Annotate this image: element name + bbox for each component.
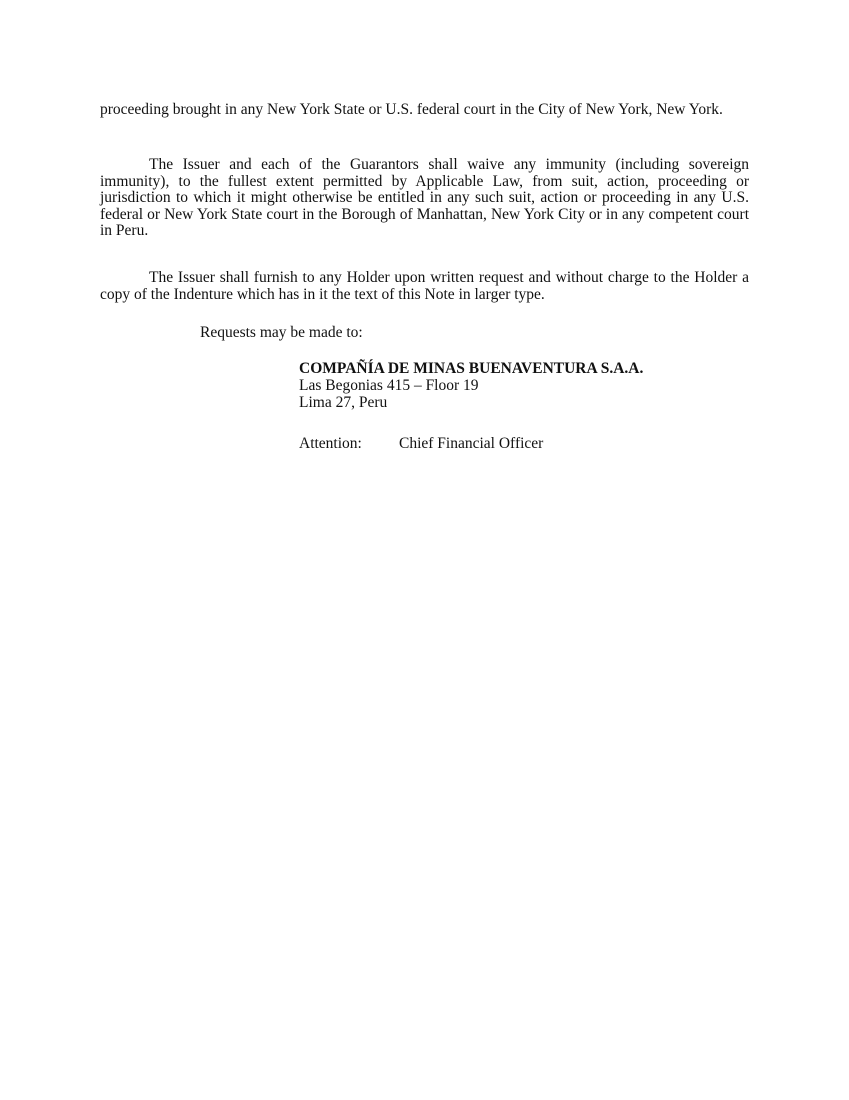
attention-value: Chief Financial Officer [399,435,544,452]
paragraph-indenture-copy: The Issuer shall furnish to any Holder upon written request and without charge to the Holder a copy of the Indenture which has in it the text of this Note in larger type. [100,269,749,303]
address-street: Las Begonias 415 – Floor 19 [299,377,479,394]
requests-line: Requests may be made to: [200,324,363,341]
attention-line [299,435,543,452]
paragraph-immunity-waiver: The Issuer and each of the Guarantors shall waive any immunity (including sovereign immunity), to the fullest extent permitted by Applicable Law, from suit, action, proceeding or jurisdiction to which it might otherwise be entitled in any such suit, action or proceeding in any U.S. federal or New York State court in the Borough of Manhattan, New York City or in any competent court in Peru. [100,156,749,239]
company-name: COMPAÑÍA DE MINAS BUENAVENTURA S.A.A. [299,360,644,377]
address-block [299,360,643,411]
attention-label: Attention: [299,435,362,452]
address-city: Lima 27, Peru [299,394,388,411]
paragraph-jurisdiction: proceeding brought in any New York State or U.S. federal court in the City of New York, New York. [100,101,723,118]
